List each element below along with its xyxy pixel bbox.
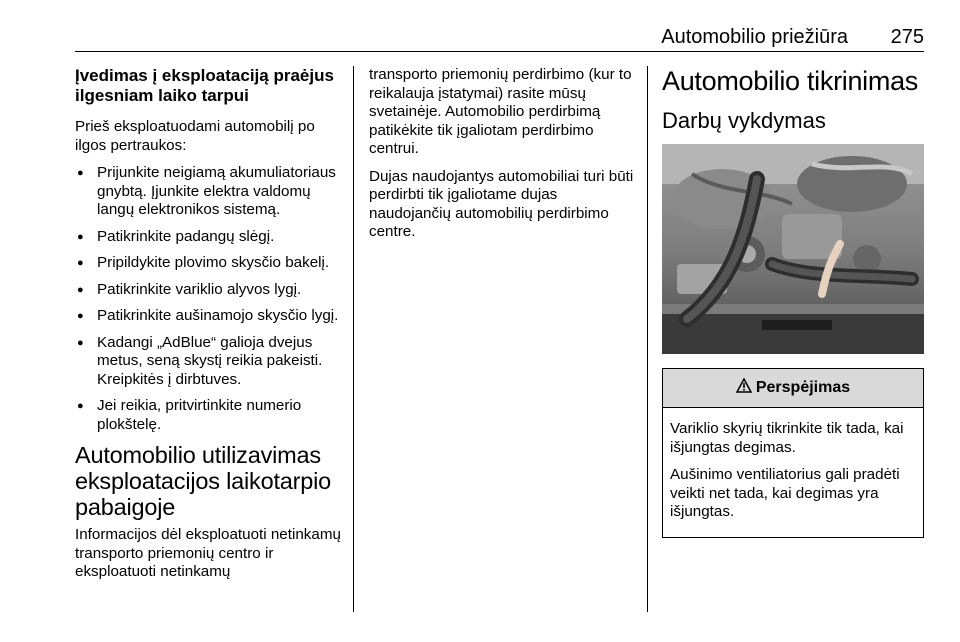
list-item: ● Kadangi „AdBlue“ galioja dvejus metus, seną skystį reikia pakeisti. Kreipkitės į dirbtuves. xyxy=(75,334,347,390)
list-item: ● Patikrinkite padangų slėgį. xyxy=(75,228,347,247)
warning-box xyxy=(662,368,924,538)
page-header xyxy=(75,26,924,52)
column-2 xyxy=(369,66,634,251)
column-divider-1 xyxy=(353,66,354,612)
intro-paragraph: Prieš eksploatuodami automobilį po ilgos pertraukos: xyxy=(75,118,315,154)
warning-triangle-icon xyxy=(736,378,752,399)
warning-paragraph: Variklio skyrių tikrinkite tik tada, kai išjungtas degimas. xyxy=(670,420,904,456)
section-paragraph: Informacijos dėl eksploatuoti netinkamų transporto priemonių centro ir eksploatuoti netinkamų xyxy=(75,526,341,580)
list-item: ● Patikrinkite variklio alyvos lygį. xyxy=(75,281,347,300)
section-heading: Automobilio utilizavimas eksploatacijos laikotarpio pabaigoje xyxy=(75,442,332,520)
warning-title: Perspėjimas xyxy=(755,378,851,396)
subsection-heading: Įvedimas į eksploataciją praėjus ilgesniam laiko tarpui xyxy=(75,66,334,105)
list-item: ● Pripildykite plovimo skysčio bakelį. xyxy=(75,254,347,273)
engine-bay-photo xyxy=(662,144,924,354)
paragraph: Dujas naudojantys automobiliai turi būti perdirbti tik įgaliotame dujas naudojančių automobilių perdirbimo centre. xyxy=(369,167,634,240)
warning-body xyxy=(663,408,923,537)
list-item: ● Patikrinkite aušinamojo skysčio lygį. xyxy=(75,307,347,326)
page-number: 275 xyxy=(890,26,924,48)
column-3 xyxy=(662,66,924,538)
warning-paragraph: Aušinimo ventiliatorius gali pradėti veikti net tada, kai degimas yra išjungtas. xyxy=(670,466,900,520)
chapter-heading: Automobilio tikrinimas xyxy=(662,66,918,96)
list-item: ● Prijunkite neigiamą akumuliatoriaus gnybtą. Įjunkite elektra valdomų langų elektronikos sistemą. xyxy=(75,164,347,220)
section-heading: Darbų vykdymas xyxy=(662,108,826,133)
checklist xyxy=(75,164,347,434)
header-rule xyxy=(75,51,924,52)
column-1 xyxy=(75,66,347,591)
list-item: ● Jei reikia, pritvirtinkite numerio plokštelę. xyxy=(75,397,347,434)
paragraph: transporto priemonių perdirbimo (kur to reikalauja įstatymai) rasite mūsų svetainėje. Automobilio perdirbimą patikėkite tik įgaliotam perdirbimo centrui. xyxy=(369,66,632,157)
warning-header xyxy=(663,369,923,408)
column-divider-2 xyxy=(647,66,648,612)
running-title: Automobilio priežiūra xyxy=(661,26,848,48)
